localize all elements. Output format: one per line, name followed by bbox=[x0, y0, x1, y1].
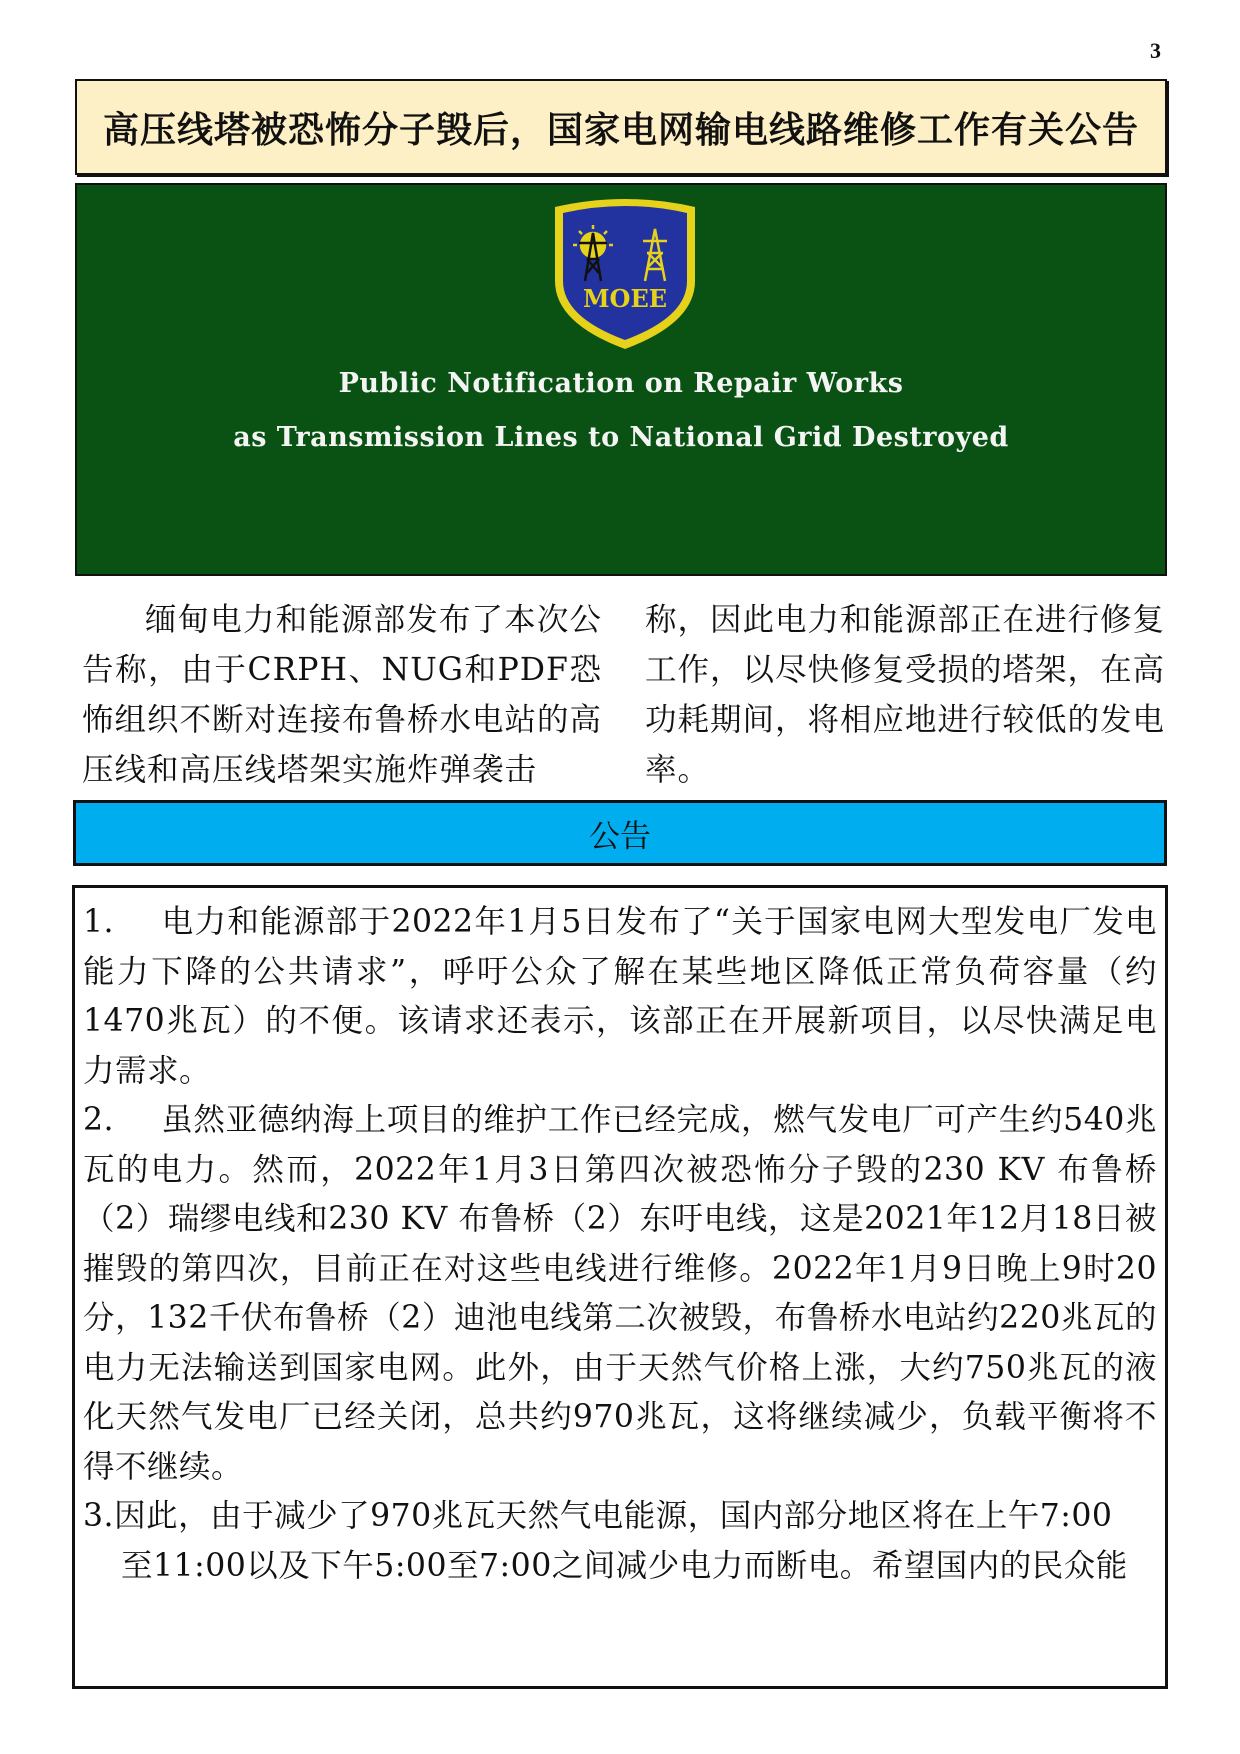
notice-item-2 bbox=[83, 1096, 1157, 1492]
section-heading: 公告 bbox=[589, 818, 651, 855]
notice-item-text: 虽然亚德纳海上项目的维护工作已经完成，燃气发电厂可产生约540兆瓦的电力。然而，2022年1月3日第四次被恐怖分子毁的230 KV 布鲁桥（2）瑞缪电线和230 KV 布鲁桥（2）东吁电线，这是2021年12月18日被摧毁的第四次，目前正在对这些电线进行维修。2022年1月9日晚上9时20分，132千伏布鲁桥（2）迪池电线第二次被毁，布鲁桥水电站约220兆瓦的电力无法输送到国家电网。此外，由于天然气价格上涨，大约750兆瓦的液化天然气发电厂已经关闭，总共约970兆瓦，这将继续减少，负载平衡将不得不继续。 bbox=[83, 1102, 1157, 1485]
banner bbox=[75, 183, 1167, 576]
logo-text: MOEE bbox=[582, 284, 668, 313]
page-title: 高压线塔被恐怖分子毁后，国家电网输电线路维修工作有关公告 bbox=[102, 109, 1139, 151]
section-heading-bar bbox=[73, 800, 1167, 866]
page-number: 3 bbox=[1150, 38, 1161, 63]
notice-item-number: 3. bbox=[83, 1498, 115, 1534]
notice-box bbox=[72, 885, 1168, 1689]
notice-item-number: 2. bbox=[83, 1102, 115, 1138]
banner-english-line2: as Transmission Lines to National Grid Destroyed bbox=[233, 422, 1009, 453]
intro-column-left: 缅甸电力和能源部发布了本次公告称，由于CRPH、NUG和PDF恐怖组织不断对连接布鲁桥水电站的高压线和高压线塔架实施炸弹袭击 bbox=[82, 602, 603, 788]
notice-item-number: 1. bbox=[83, 904, 115, 940]
notice-item-text: 电力和能源部于2022年1月5日发布了“关于国家电网大型发电厂发电能力下降的公共请求”，呼吁公众了解在某些地区降低正常负荷容量（约1470兆瓦）的不便。该请求还表示，该部正在开展新项目，以尽快满足电力需求。 bbox=[83, 904, 1157, 1089]
notice-item-text-continued: 至11:00以及下午5:00至7:00之间减少电力而断电。希望国内的民众能 bbox=[121, 1547, 1128, 1584]
intro-column-right: 称，因此电力和能源部正在进行修复工作，以尽快修复受损的塔架，在高功耗期间，将相应地进行较低的发电率。 bbox=[645, 602, 1166, 788]
banner-english-line1: Public Notification on Repair Works bbox=[338, 368, 904, 399]
notice-item-3 bbox=[83, 1492, 1157, 1591]
notice-item-1 bbox=[83, 898, 1157, 1096]
moee-logo bbox=[547, 193, 703, 353]
title-box bbox=[75, 79, 1167, 175]
notice-item-text: 因此，由于减少了970兆瓦天然气电能源，国内部分地区将在上午7:00 bbox=[114, 1498, 1113, 1534]
